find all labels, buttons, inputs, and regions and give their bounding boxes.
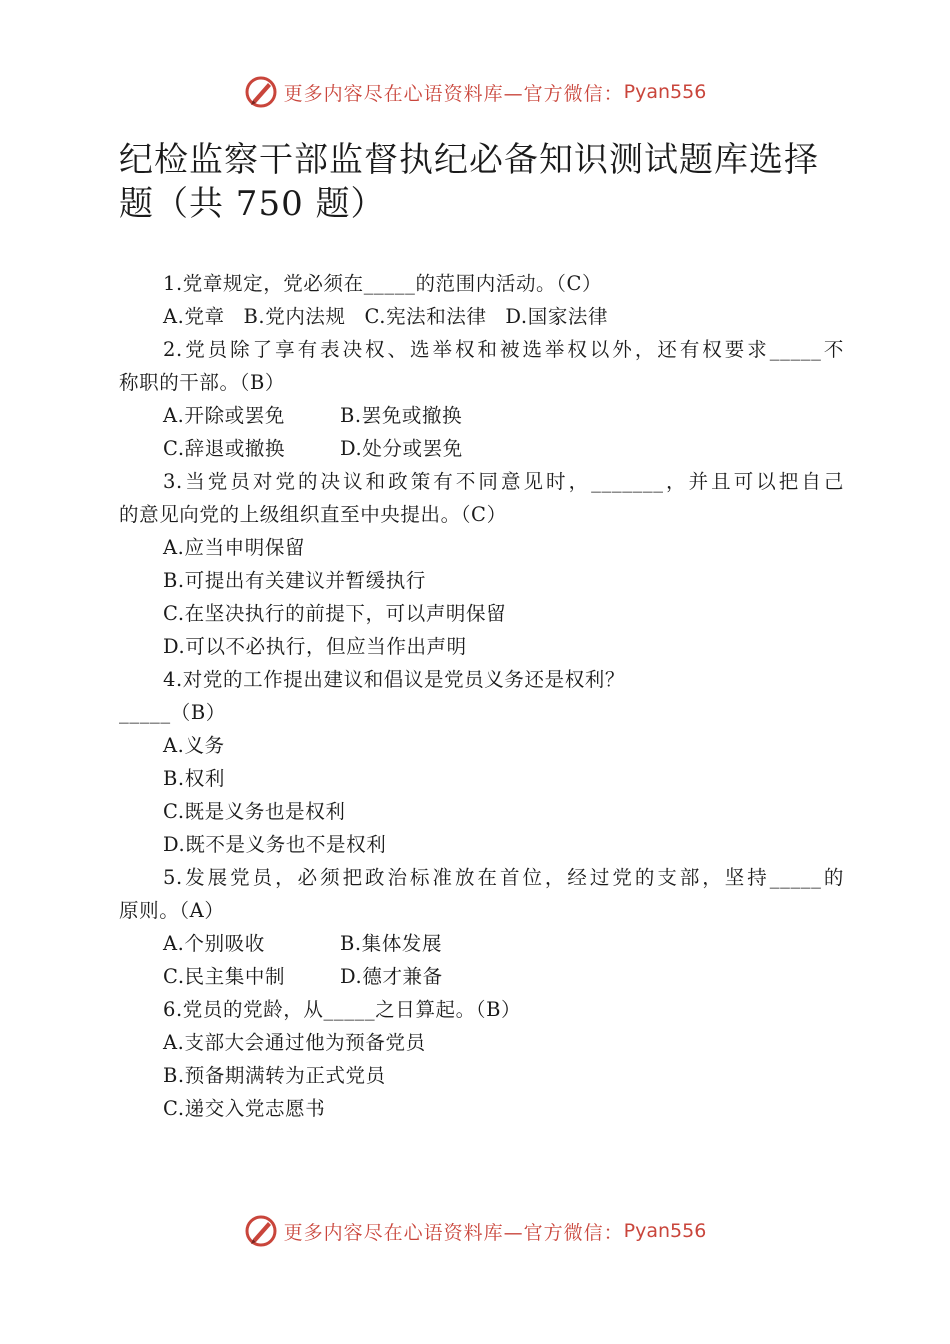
question-2: 2.党员除了享有表决权、选举权和被选举权以外，还有权要求_____不 <box>163 338 844 361</box>
question-2-options-row2 <box>119 432 844 465</box>
option-text: C.民主集中制 <box>163 965 286 988</box>
question-1: 1.党章规定，党必须在_____的范围内活动。（C） <box>163 272 603 295</box>
footer-banner <box>0 1211 950 1251</box>
question-5: 5.发展党员，必须把政治标准放在首位，经过党的支部，坚持_____的 <box>163 866 844 889</box>
option-text: A.开除或罢免 <box>163 404 285 427</box>
question-5-options-row1 <box>119 927 844 960</box>
option-text: C.在坚决执行的前提下，可以声明保留 <box>163 602 507 625</box>
option-text: A.党章 <box>163 305 225 328</box>
option-text: C.既是义务也是权利 <box>163 800 346 823</box>
option-text: A.个别吸收 <box>163 932 265 955</box>
title-line-1: 纪检监察干部监督执纪必备知识测试题库选择 <box>119 140 819 180</box>
document-title <box>119 138 849 226</box>
pen-logo-icon <box>244 75 278 109</box>
question-5-options-row2 <box>119 960 844 993</box>
question-6: 6.党员的党龄，从_____之日算起。（B） <box>163 998 522 1021</box>
option-text: B.党内法规 <box>243 305 346 328</box>
banner-text: 更多内容尽在心语资料库—官方微信： <box>283 82 624 105</box>
question-4-cont: _____（B） <box>119 701 226 724</box>
banner-text: 更多内容尽在心语资料库—官方微信： <box>283 1221 624 1244</box>
option-text: B.权利 <box>163 767 225 790</box>
option-text: D.德才兼备 <box>340 965 443 988</box>
option-text: D.国家法律 <box>505 305 609 328</box>
question-4: 4.对党的工作提出建议和倡议是党员义务还是权利？ <box>163 668 626 691</box>
option-text: C.宪法和法律 <box>364 305 487 328</box>
header-banner <box>0 72 950 112</box>
option-text: A.支部大会通过他为预备党员 <box>163 1031 426 1054</box>
option-text: B.罢免或撤换 <box>340 404 463 427</box>
banner-wechat-id: Pyan556 <box>623 1220 707 1242</box>
question-5-cont: 原则。（A） <box>119 899 225 922</box>
option-text: B.集体发展 <box>340 932 443 955</box>
option-text: C.辞退或撤换 <box>163 437 286 460</box>
title-line-2: 题（共 750 题） <box>119 184 386 224</box>
question-2-options-row1 <box>119 399 844 432</box>
question-1-options <box>119 300 844 333</box>
option-text: C.递交入党志愿书 <box>163 1097 326 1120</box>
option-text: B.可提出有关建议并暂缓执行 <box>163 569 426 592</box>
question-list <box>119 267 844 1125</box>
option-text: A.应当申明保留 <box>163 536 306 559</box>
option-text: A.义务 <box>163 734 225 757</box>
question-3-cont: 的意见向党的上级组织直至中央提出。（C） <box>119 503 507 526</box>
option-text: D.可以不必执行，但应当作出声明 <box>163 635 467 658</box>
option-text: D.既不是义务也不是权利 <box>163 833 387 856</box>
question-3: 3.当党员对党的决议和政策有不同意见时，_______，并且可以把自己 <box>163 470 844 493</box>
banner-wechat-id: Pyan556 <box>623 81 707 103</box>
question-2-cont: 称职的干部。（B） <box>119 371 285 394</box>
option-text: B.预备期满转为正式党员 <box>163 1064 386 1087</box>
pen-logo-icon <box>244 1214 278 1248</box>
option-text: D.处分或罢免 <box>340 437 463 460</box>
